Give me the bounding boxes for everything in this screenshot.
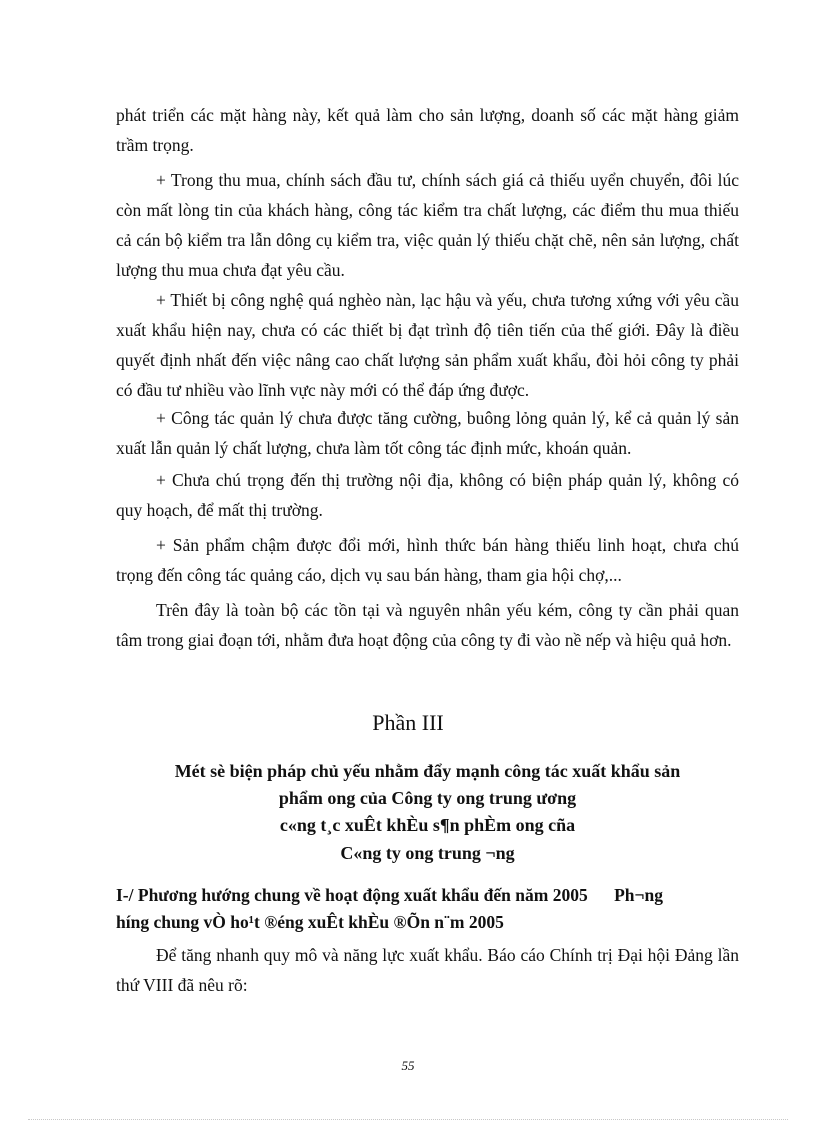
section-heading-line-2: híng chung vÒ ho¹t ®éng xuÊt khÈu ®Õn n¨m 2005: [116, 912, 504, 932]
paragraph-management: + Công tác quản lý chưa được tăng cường, buông lỏng quản lý, kể cả quản lý sản xuất lẫn quản lý chất lượng, chưa làm tốt công tác định mức, khoán quản.: [116, 408, 739, 458]
paragraph-domestic-market: + Chưa chú trọng đến thị trường nội địa, không có biện pháp quản lý, không có quy hoạch, để mất thị trường.: [116, 470, 739, 520]
paragraph-purchasing: + Trong thu mua, chính sách đầu tư, chính sách giá cả thiếu uyển chuyển, đôi lúc còn mất lòng tin của khách hàng, công tác kiểm tra chất lượng, các điểm thu mua thiếu cả cán bộ kiểm tra lẫn dông cụ kiểm tra, việc quản lý thiếu chặt chẽ, nên sản lượng, chất lượng thu mua chưa đạt yêu cầu.: [116, 170, 739, 280]
section-heading-main: I-/ Phương hướng chung về hoạt động xuất khẩu đến năm 2005: [116, 885, 588, 905]
section-heading-garbled-start: Ph¬ng: [614, 885, 663, 905]
subtitle-line-2: phẩm ong của Công ty ong trung ương: [278, 788, 577, 808]
paragraph-final: Để tăng nhanh quy mô và năng lực xuất khẩu. Báo cáo Chính trị Đại hội Đảng lần thứ VIII đã nêu rõ:: [116, 945, 739, 995]
paragraph-equipment: + Thiết bị công nghệ quá nghèo nàn, lạc hậu và yếu, chưa tương xứng với yêu cầu xuất khẩu hiện nay, chưa có các thiết bị đạt trình độ tiên tiến của thế giới. Đây là điều quyết định nhất đến việc nâng cao chất lượng sản phẩm xuất khẩu, đòi hỏi công ty phải có đầu tư nhiều vào lĩnh vực này mới có thể đáp ứng được.: [116, 290, 739, 400]
paragraph-products: + Sản phẩm chậm được đổi mới, hình thức bán hàng thiếu linh hoạt, chưa chú trọng đến công tác quảng cáo, dịch vụ sau bán hàng, tham gia hội chợ,...: [116, 535, 739, 585]
page-number: 55: [401, 1058, 415, 1073]
subtitle-line-1: Mét sè biện pháp chủ yếu nhằm đẩy mạnh công tác xuất khẩu sản: [174, 761, 681, 781]
footer-divider: [28, 1119, 788, 1120]
section-heading: [116, 882, 739, 909]
subtitle-line-3: c«ng t¸c xuÊt khÈu s¶n phÈm ong cña: [279, 815, 576, 835]
paragraph-continuation: phát triển các mặt hàng này, kết quả làm cho sản lượng, doanh số các mặt hàng giảm trầm trọng.: [116, 105, 739, 155]
subtitle-line-4: C«ng ty ong trung ¬ng: [340, 843, 515, 863]
part-heading: Phần III: [372, 710, 444, 735]
paragraph-summary: Trên đây là toàn bộ các tồn tại và nguyên nhân yếu kém, công ty cần phải quan tâm trong giai đoạn tới, nhằm đưa hoạt động của công ty đi vào nề nếp và hiệu quả hơn.: [116, 600, 739, 650]
